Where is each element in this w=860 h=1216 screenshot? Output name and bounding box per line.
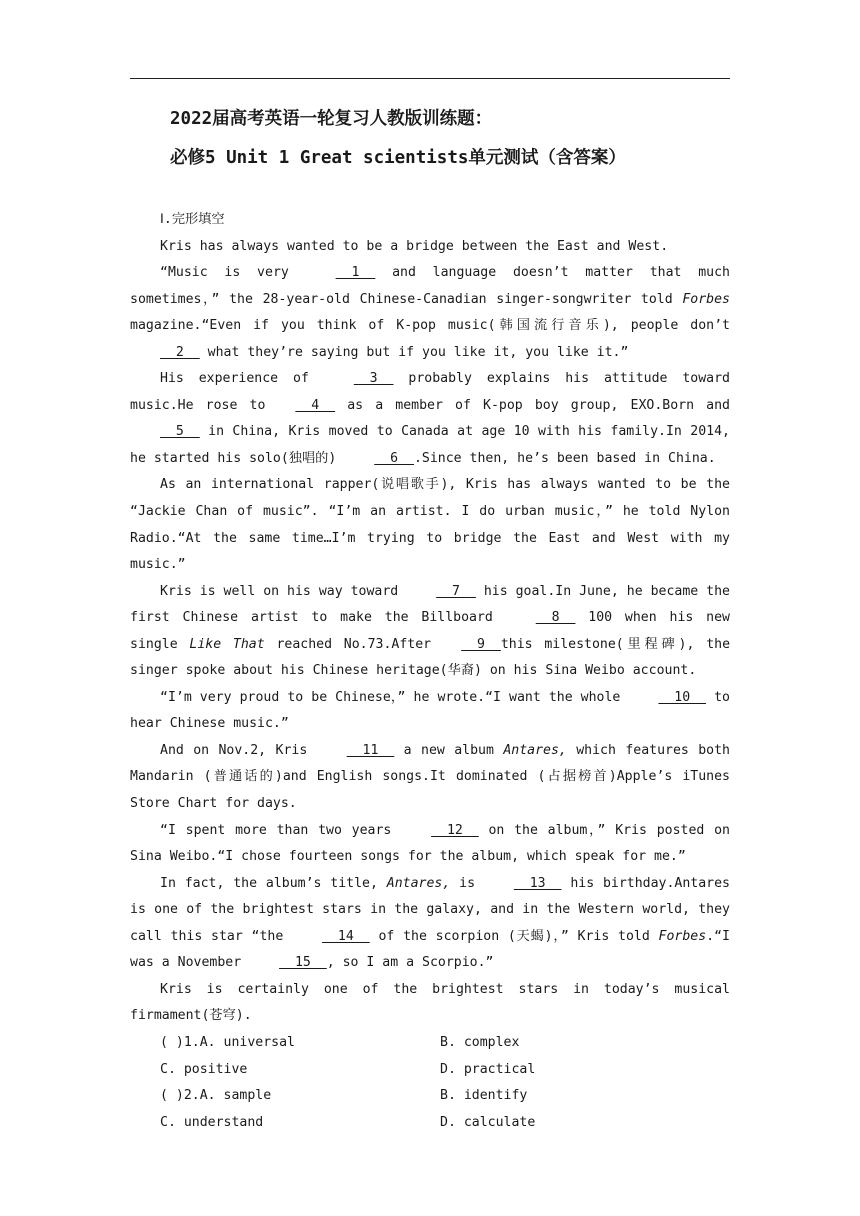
- option-2d[interactable]: D. calculate: [440, 1114, 536, 1130]
- paragraph-4: As an international rapper(说唱歌手), Kris has always wanted to be the “Jackie Chan of music”. “I’m an artist. I do urban music，” he told Nylon Radio.“At the same time…I’m trying to bridge the East and West with my music.”: [130, 477, 730, 573]
- blank-9[interactable]: 9: [461, 636, 501, 652]
- page-title-line2: 必修5 Unit 1 Great scientists单元测试（含答案）: [170, 148, 626, 168]
- paragraph-7: And on Nov.2, Kris 11 a new album Antares, which features both Mandarin (普通话的)and English songs.It dominated (占据榜首)Apple’s iTunes Store Chart for days.: [130, 738, 730, 818]
- option-1c[interactable]: C. positive: [160, 1061, 248, 1077]
- option-1d[interactable]: D. practical: [440, 1061, 536, 1077]
- option-2b[interactable]: B. identify: [440, 1088, 528, 1104]
- paragraph-2: “Music is very 1 and language doesn’t matter that much sometimes，” the 28-year-old Chinese-Canadian singer-songwriter told Forbes magazine.“Even if you think of K-pop music(韩国流行音乐), people don’t 2 what they’re saying but if you like it, you like it.”: [130, 260, 730, 366]
- paragraph-8: “I spent more than two years 12 on the album，” Kris posted on Sina Weibo.“I chose fourteen songs for the album, which speak for me.”: [130, 818, 730, 871]
- option-1a[interactable]: ( )1.A. universal: [160, 1034, 295, 1050]
- paragraph-10: Kris is certainly one of the brightest stars in today’s musical firmament(苍穹).: [130, 981, 730, 1024]
- blank-3[interactable]: 3: [353, 371, 394, 387]
- blank-2[interactable]: 2: [160, 344, 200, 360]
- blank-15[interactable]: 15: [279, 955, 327, 971]
- header-rule: [130, 78, 730, 79]
- paragraph-1: Kris has always wanted to be a bridge between the East and West.: [160, 238, 669, 254]
- blank-7[interactable]: 7: [436, 583, 476, 599]
- option-2c[interactable]: C. understand: [160, 1114, 264, 1130]
- option-2a[interactable]: ( )2.A. sample: [160, 1088, 272, 1104]
- blank-4[interactable]: 4: [295, 397, 336, 413]
- paragraph-9: In fact, the album’s title, Antares, is 13 his birthday.Antares is one of the brightest stars in the galaxy, and in the Western world, they call this star “the 14 of the scorpion (天蝎)，” Kris told Forbes.“I was a November 15 , so I am a Scorpio.”: [130, 871, 730, 977]
- blank-8[interactable]: 8: [535, 610, 576, 626]
- section-heading: Ⅰ.完形填空: [160, 212, 225, 227]
- blank-12[interactable]: 12: [431, 822, 479, 838]
- paragraph-3: His experience of 3 probably explains his attitude toward music.He rose to 4 as a member of K-pop boy group, EXO.Born and 5 in China, Kris moved to Canada at age 10 with his family.In 2014, he started his solo(独唱的) 6 .Since then, he’s been based in China.: [130, 366, 730, 472]
- option-row: [130, 1057, 730, 1084]
- paragraph-6: “I’m very proud to be Chinese，” he wrote.“I want the whole 10 to hear Chinese music.”: [130, 685, 730, 738]
- document-body: [130, 207, 730, 1136]
- blank-11[interactable]: 11: [346, 742, 395, 758]
- option-1b[interactable]: B. complex: [440, 1034, 520, 1050]
- blank-5[interactable]: 5: [160, 424, 200, 440]
- blank-14[interactable]: 14: [322, 928, 370, 944]
- option-row: [130, 1030, 730, 1057]
- option-row: [130, 1110, 730, 1137]
- blank-1[interactable]: 1: [335, 265, 376, 281]
- blank-10[interactable]: 10: [658, 689, 707, 705]
- blank-13[interactable]: 13: [513, 875, 562, 891]
- page-title-line1: 2022届高考英语一轮复习人教版训练题：: [170, 109, 493, 129]
- paragraph-5: Kris is well on his way toward 7 his goal.In June, he became the first Chinese artist to make the Billboard 8 100 when his new single Like That reached No.73.After 9 this milestone(里程碑), the singer spoke about his Chinese heritage(华裔) on his Sina Weibo account.: [130, 579, 730, 685]
- option-row: [130, 1083, 730, 1110]
- blank-6[interactable]: 6: [374, 450, 414, 466]
